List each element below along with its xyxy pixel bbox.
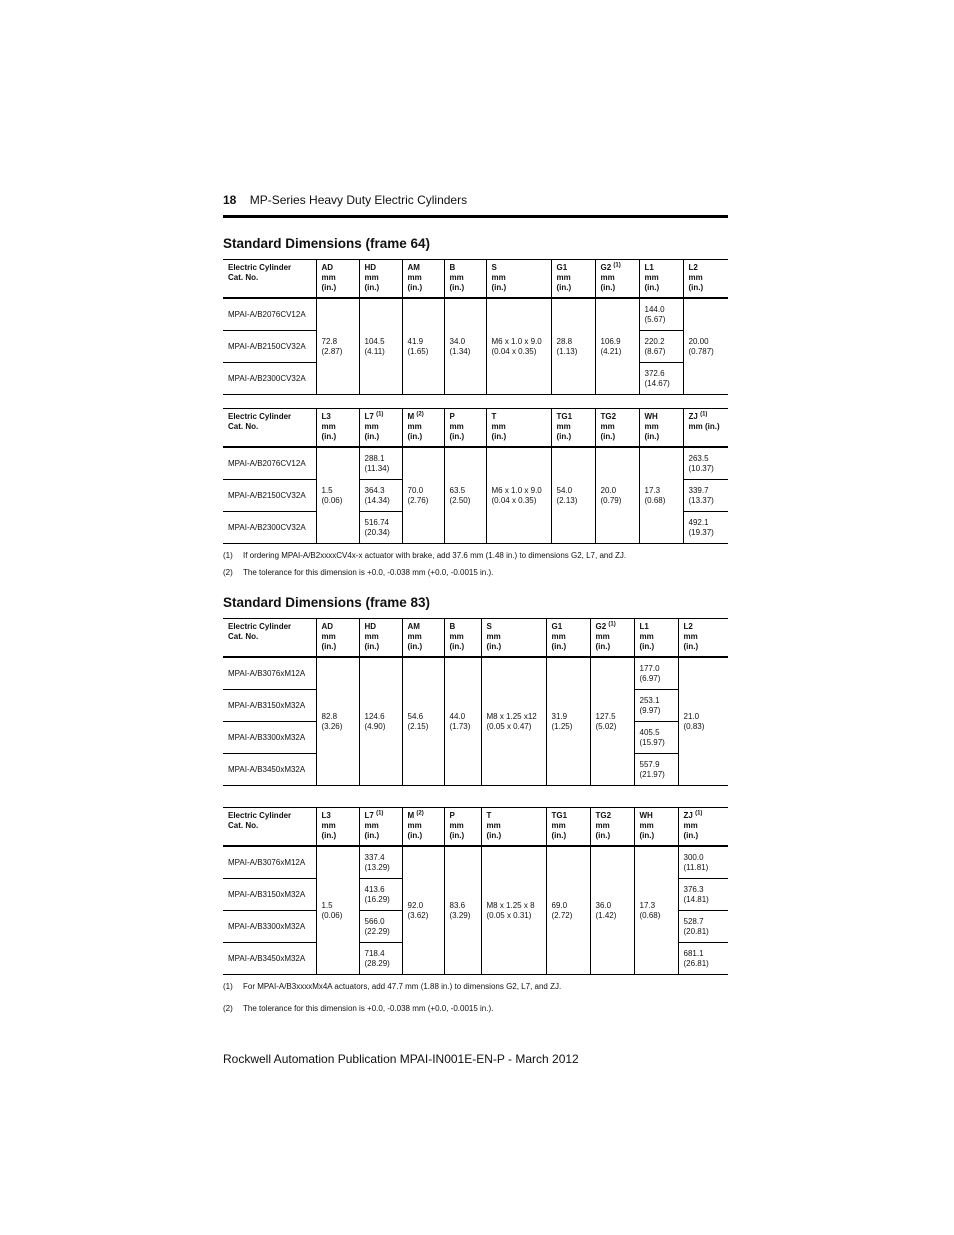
page-header (223, 193, 728, 218)
col-header-t: T mm (in.) (481, 808, 546, 847)
footnote-text: For MPAI-A/B3xxxxMx4A actuators, add 47.7 mm (1.88 in.) to dimensions G2, L7, and ZJ. (243, 982, 562, 991)
col-header-cat-no: Electric Cylinder Cat. No. (223, 409, 316, 448)
g2-label: G2 (600, 263, 612, 272)
l7-cell: 566.0 (22.29) (359, 911, 402, 943)
col-header-zj (678, 808, 728, 847)
l2-cell: 21.0 (0.83) (678, 657, 728, 786)
l7-units: mm (in.) (364, 422, 380, 441)
table-row (223, 298, 728, 331)
col-header-tg1: TG1 mm (in.) (546, 808, 590, 847)
footnote-mark: (2) (223, 568, 233, 577)
zj-label: ZJ (683, 811, 693, 820)
col-header-l7 (359, 808, 402, 847)
col-header-am: AM mm (in.) (402, 260, 444, 299)
g2-units: mm (in.) (600, 273, 616, 292)
col-header-s: S mm (in.) (486, 260, 551, 299)
col-header-cat-no: Electric Cylinder Cat. No. (223, 260, 316, 299)
col-header-cat-no: Electric Cylinder Cat. No. (223, 808, 316, 847)
cat-no-cell: MPAI-A/B3150xM32A (223, 690, 316, 722)
col-header-m (402, 808, 444, 847)
cat-no-cell: MPAI-A/B3300xM32A (223, 722, 316, 754)
m-units: mm (in.) (407, 821, 423, 840)
g2-cell: 106.9 (4.21) (595, 298, 639, 395)
cat-no-cell: MPAI-A/B3076xM12A (223, 846, 316, 879)
s-cell: M8 x 1.25 x12 (0.05 x 0.47) (481, 657, 546, 786)
g2-cell: 127.5 (5.02) (590, 657, 634, 786)
tg1-cell: 54.0 (2.13) (551, 447, 595, 544)
footnote-mark: (2) (223, 1004, 233, 1013)
s-cell: M6 x 1.0 x 9.0 (0.04 x 0.35) (486, 298, 551, 395)
l1-cell: 220.2 (8.67) (639, 331, 683, 363)
col-header-l3: L3 mm (in.) (316, 409, 359, 448)
m-cell: 92.0 (3.62) (402, 846, 444, 975)
zj-units: mm (in.) (683, 821, 699, 840)
table-header-row (223, 619, 728, 658)
t-cell: M6 x 1.0 x 9.0 (0.04 x 0.35) (486, 447, 551, 544)
g2-units: mm (in.) (595, 632, 611, 651)
col-header-l2: L2 mm (in.) (683, 260, 728, 299)
l1-cell: 177.0 (6.97) (634, 657, 678, 690)
l1-cell: 253.1 (9.97) (634, 690, 678, 722)
b-cell: 44.0 (1.73) (444, 657, 481, 786)
l7-cell: 718.4 (28.29) (359, 943, 402, 975)
l7-units: mm (in.) (364, 821, 380, 840)
footnote-text: The tolerance for this dimension is +0.0, -0.038 mm (+0.0, -0.0015 in.). (243, 1004, 494, 1013)
cat-no-cell: MPAI-A/B3450xM32A (223, 754, 316, 786)
col-header-cat-no: Electric Cylinder Cat. No. (223, 619, 316, 658)
col-header-s: S mm (in.) (481, 619, 546, 658)
col-header-wh: WH mm (in.) (634, 808, 678, 847)
l1-cell: 557.9 (21.97) (634, 754, 678, 786)
col-header-ad: AD mm (in.) (316, 260, 359, 299)
section-title-frame-83: Standard Dimensions (frame 83) (223, 595, 431, 610)
footnote-ref: (1) (613, 262, 621, 269)
l7-cell: 516.74 (20.34) (359, 512, 402, 544)
col-header-tg2: TG2 mm (in.) (590, 808, 634, 847)
col-header-hd: HD mm (in.) (359, 260, 402, 299)
m-label: M (407, 412, 415, 421)
col-header-tg1: TG1 mm (in.) (551, 409, 595, 448)
col-header-wh: WH mm (in.) (639, 409, 683, 448)
col-header-am: AM mm (in.) (402, 619, 444, 658)
col-header-p: P mm (in.) (444, 808, 481, 847)
cat-no-cell: MPAI-A/B2300CV32A (223, 512, 316, 544)
cat-no-cell: MPAI-A/B2076CV12A (223, 447, 316, 480)
zj-cell: 376.3 (14.81) (678, 879, 728, 911)
ad-cell: 72.8 (2.87) (316, 298, 359, 395)
col-header-g2 (595, 260, 639, 299)
footnote-ref: (1) (376, 411, 384, 418)
l1-cell: 144.0 (5.67) (639, 298, 683, 331)
l2-cell: 20.00 (0.787) (683, 298, 728, 395)
l7-label: L7 (364, 412, 374, 421)
cat-no-cell: MPAI-A/B2076CV12A (223, 298, 316, 331)
m-label: M (407, 811, 415, 820)
zj-units: mm (in.) (688, 422, 720, 431)
table-header-row (223, 260, 728, 299)
footnote-ref: (1) (695, 810, 703, 817)
zj-cell: 528.7 (20.81) (678, 911, 728, 943)
l7-cell: 337.4 (13.29) (359, 846, 402, 879)
wh-cell: 17.3 (0.68) (634, 846, 678, 975)
t-cell: M8 x 1.25 x 8 (0.05 x 0.31) (481, 846, 546, 975)
zj-cell: 300.0 (11.81) (678, 846, 728, 879)
cat-no-cell: MPAI-A/B3150xM32A (223, 879, 316, 911)
page-header-title: MP-Series Heavy Duty Electric Cylinders (249, 193, 468, 207)
col-header-t: T mm (in.) (486, 409, 551, 448)
col-header-b: B mm (in.) (444, 260, 486, 299)
col-header-l7 (359, 409, 402, 448)
l7-cell: 413.6 (16.29) (359, 879, 402, 911)
table-header-row (223, 808, 728, 847)
page-number: 18 (223, 193, 237, 207)
wh-cell: 17.3 (0.68) (639, 447, 683, 544)
page-footer: Rockwell Automation Publication MPAI-IN001E-EN-P - March 2012 (223, 1052, 579, 1066)
zj-cell: 681.1 (26.81) (678, 943, 728, 975)
l7-cell: 364.3 (14.34) (359, 480, 402, 512)
tg1-cell: 69.0 (2.72) (546, 846, 590, 975)
col-header-ad: AD mm (in.) (316, 619, 359, 658)
l1-cell: 372.6 (14.67) (639, 363, 683, 395)
footnote-text: The tolerance for this dimension is +0.0, -0.038 mm (+0.0, -0.0015 in.). (243, 568, 494, 577)
footnote-ref: (2) (416, 411, 424, 418)
col-header-p: P mm (in.) (444, 409, 486, 448)
col-header-g2 (590, 619, 634, 658)
hd-cell: 104.5 (4.11) (359, 298, 402, 395)
cat-no-cell: MPAI-A/B3076xM12A (223, 657, 316, 690)
table-header-row (223, 409, 728, 448)
col-header-m (402, 409, 444, 448)
col-header-g1: G1 mm (in.) (551, 260, 595, 299)
table-row (223, 846, 728, 879)
ad-cell: 82.8 (3.26) (316, 657, 359, 786)
g1-cell: 28.8 (1.13) (551, 298, 595, 395)
g2-label: G2 (595, 622, 607, 631)
m-cell: 70.0 (2.76) (402, 447, 444, 544)
p-cell: 83.6 (3.29) (444, 846, 481, 975)
col-header-l1: L1 mm (in.) (634, 619, 678, 658)
section-title-frame-64: Standard Dimensions (frame 64) (223, 236, 431, 251)
dimensions-table-frame-83-b (223, 807, 728, 975)
cat-no-cell: MPAI-A/B2300CV32A (223, 363, 316, 395)
cat-no-cell: MPAI-A/B2150CV32A (223, 480, 316, 512)
footnote-mark: (1) (223, 982, 233, 991)
tg2-cell: 20.0 (0.79) (595, 447, 639, 544)
footnote (223, 568, 493, 577)
dimensions-table-frame-64-a (223, 259, 728, 395)
col-header-zj (683, 409, 728, 448)
table-row (223, 447, 728, 480)
footnote-ref: (1) (376, 810, 384, 817)
col-header-l1: L1 mm (in.) (639, 260, 683, 299)
m-units: mm (in.) (407, 422, 423, 441)
am-cell: 41.9 (1.65) (402, 298, 444, 395)
l1-cell: 405.5 (15.97) (634, 722, 678, 754)
footnote-ref: (1) (700, 411, 708, 418)
cat-no-cell: MPAI-A/B3450xM32A (223, 943, 316, 975)
l7-cell: 288.1 (11.34) (359, 447, 402, 480)
zj-label: ZJ (688, 412, 698, 421)
zj-cell: 263.5 (10.37) (683, 447, 728, 480)
table-row (223, 657, 728, 690)
col-header-l3: L3 mm (in.) (316, 808, 359, 847)
l3-cell: 1.5 (0.06) (316, 846, 359, 975)
col-header-l2: L2 mm (in.) (678, 619, 728, 658)
col-header-hd: HD mm (in.) (359, 619, 402, 658)
footnote-ref: (1) (608, 621, 616, 628)
footnote (223, 982, 561, 991)
g1-cell: 31.9 (1.25) (546, 657, 590, 786)
l7-label: L7 (364, 811, 374, 820)
hd-cell: 124.6 (4.90) (359, 657, 402, 786)
footnote-text: If ordering MPAI-A/B2xxxxCV4x-x actuator with brake, add 37.6 mm (1.48 in.) to dimensions G2, L7, and ZJ. (243, 551, 627, 560)
cat-no-cell: MPAI-A/B3300xM32A (223, 911, 316, 943)
zj-cell: 492.1 (19.37) (683, 512, 728, 544)
dimensions-table-frame-64-b (223, 408, 728, 544)
footnote (223, 551, 626, 560)
col-header-tg2: TG2 mm (in.) (595, 409, 639, 448)
footnote-mark: (1) (223, 551, 233, 560)
cat-no-cell: MPAI-A/B2150CV32A (223, 331, 316, 363)
footnote-ref: (2) (416, 810, 424, 817)
l3-cell: 1.5 (0.06) (316, 447, 359, 544)
tg2-cell: 36.0 (1.42) (590, 846, 634, 975)
b-cell: 34.0 (1.34) (444, 298, 486, 395)
footnote (223, 1004, 493, 1013)
dimensions-table-frame-83-a (223, 618, 728, 786)
col-header-b: B mm (in.) (444, 619, 481, 658)
zj-cell: 339.7 (13.37) (683, 480, 728, 512)
p-cell: 63.5 (2.50) (444, 447, 486, 544)
col-header-g1: G1 mm (in.) (546, 619, 590, 658)
am-cell: 54.6 (2.15) (402, 657, 444, 786)
